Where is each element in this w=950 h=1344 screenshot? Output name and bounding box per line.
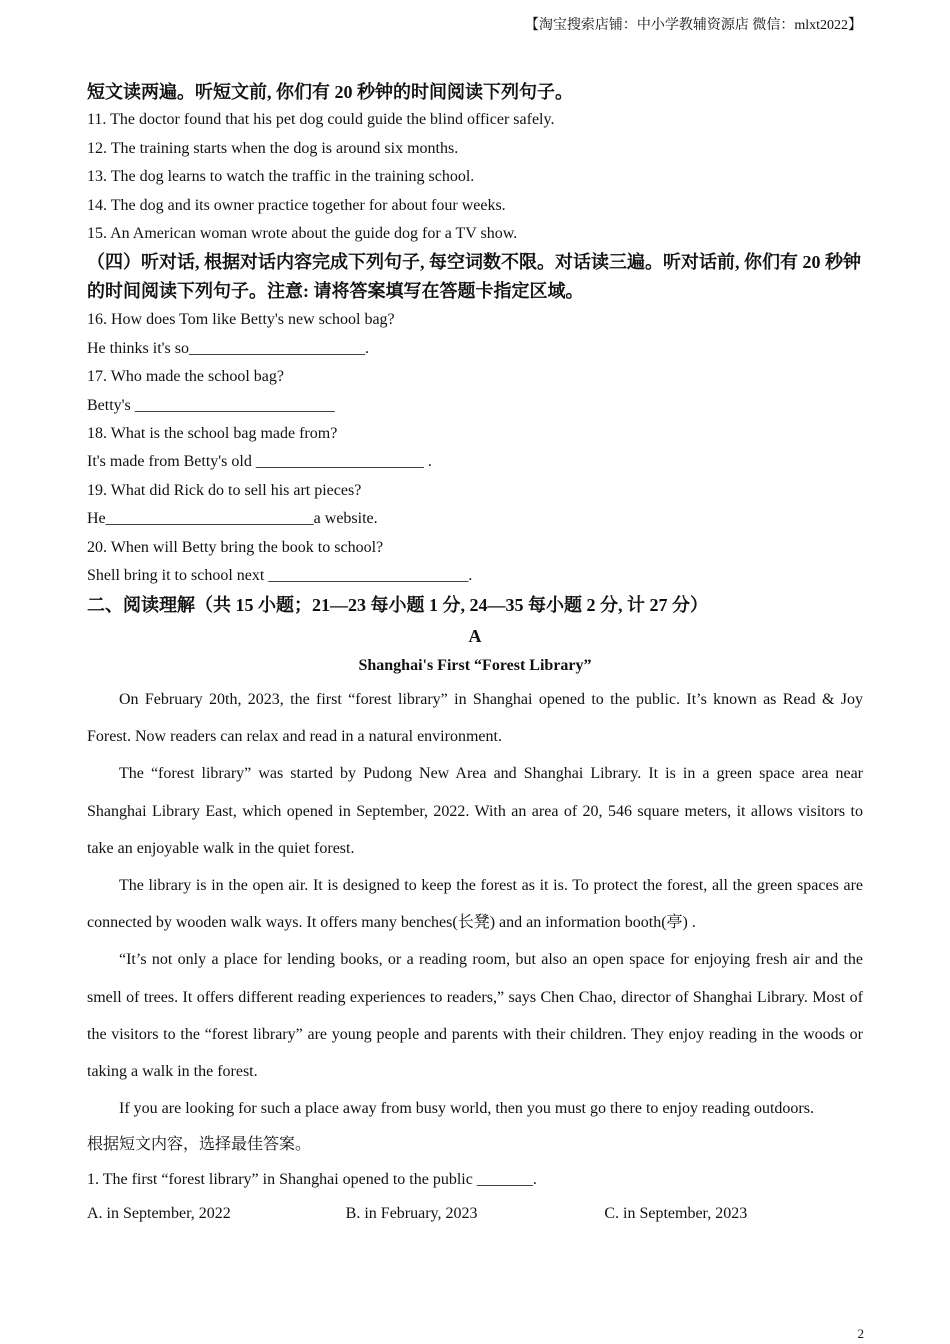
answer-line-19: He__________________________a website.	[87, 510, 378, 528]
question-17: 17. Who made the school bag?	[87, 368, 284, 386]
reading-question-1: 1. The first “forest library” in Shanghai opened to the public _______.	[87, 1171, 537, 1189]
page-number: 2	[857, 1326, 864, 1341]
statement-13: 13. The dog learns to watch the traffic in the training school.	[87, 168, 475, 186]
passage-paragraph-2: The “forest library” was started by Pudong New Area and Shanghai Library. It is in a green space area near Shanghai Library East, which opened in September, 2022. With an area of 20, 546 square meters, it allows visitors to take an enjoyable walk in the quiet forest.	[87, 765, 863, 857]
passage-paragraph-3: The library is in the open air. It is designed to keep the forest as it is. To protect the forest, all the green spaces are connected by wooden walk ways. It offers many benches(长凳) and an information booth(亭) .	[87, 876, 863, 932]
statement-11: 11. The doctor found that his pet dog could guide the blind officer safely.	[87, 111, 555, 129]
question-16: 16. How does Tom like Betty's new school bag?	[87, 311, 395, 329]
answer-options	[87, 1197, 863, 1231]
statement-12: 12. The training starts when the dog is around six months.	[87, 139, 459, 157]
question-20: 20. When will Betty bring the book to school?	[87, 538, 384, 556]
passage-paragraph-1: On February 20th, 2023, the first “forest library” in Shanghai opened to the public. It’s known as Read & Joy Forest. Now readers can relax and read in a natural environment.	[87, 690, 863, 746]
statement-15: 15. An American woman wrote about the guide dog for a TV show.	[87, 225, 518, 243]
passage-paragraph-5: If you are looking for such a place away from busy world, then you must go there to enjoy reading outdoors.	[119, 1100, 814, 1118]
option-c: C. in September, 2023	[604, 1205, 748, 1223]
answer-line-17: Betty's _________________________	[87, 396, 335, 414]
section2-heading: 二、阅读理解（共 15 小题；21—23 每小题 1 分, 24—35 每小题 2 分, 计 27 分）	[87, 594, 708, 615]
part4-heading: （四）听对话, 根据对话内容完成下列句子, 每空词数不限。对话读三遍。听对话前, 你们有 20 秒钟的时间阅读下列句子。注意: 请将答案填写在答题卡指定区域。	[87, 252, 861, 302]
answer-line-18: It's made from Betty's old _____________________ .	[87, 453, 432, 471]
answer-line-20: Shell bring it to school next _________________________.	[87, 567, 473, 585]
page-header: 【淘宝搜索店铺：中小学教辅资源店 微信：mlxt2022】	[524, 18, 862, 33]
option-a: A. in September, 2022	[87, 1205, 231, 1223]
reading-instruction: 根据短文内容，选择最佳答案。	[87, 1136, 312, 1154]
answer-line-16: He thinks it's so______________________.	[87, 339, 369, 357]
document-body	[87, 78, 863, 1231]
part3-intro: 短文读两遍。听短文前, 你们有 20 秒钟的时间阅读下列句子。	[87, 82, 573, 102]
option-b: B. in February, 2023	[345, 1205, 478, 1223]
question-18: 18. What is the school bag made from?	[87, 425, 338, 443]
passage-title: Shanghai's First “Forest Library”	[358, 656, 592, 674]
statement-14: 14. The dog and its owner practice together for about four weeks.	[87, 196, 506, 214]
passage-paragraph-4: “It’s not only a place for lending books, or a reading room, but also an open space for enjoying fresh air and the smell of trees. It offers different reading experiences to readers,” says Chen Chao, director of Shanghai Library. Most of the visitors to the “forest library” are young people and parents with their children. They enjoy reading in the woods or taking a walk in the forest.	[87, 951, 863, 1080]
question-19: 19. What did Rick do to sell his art pieces?	[87, 481, 362, 499]
passage-letter: A	[468, 625, 482, 646]
